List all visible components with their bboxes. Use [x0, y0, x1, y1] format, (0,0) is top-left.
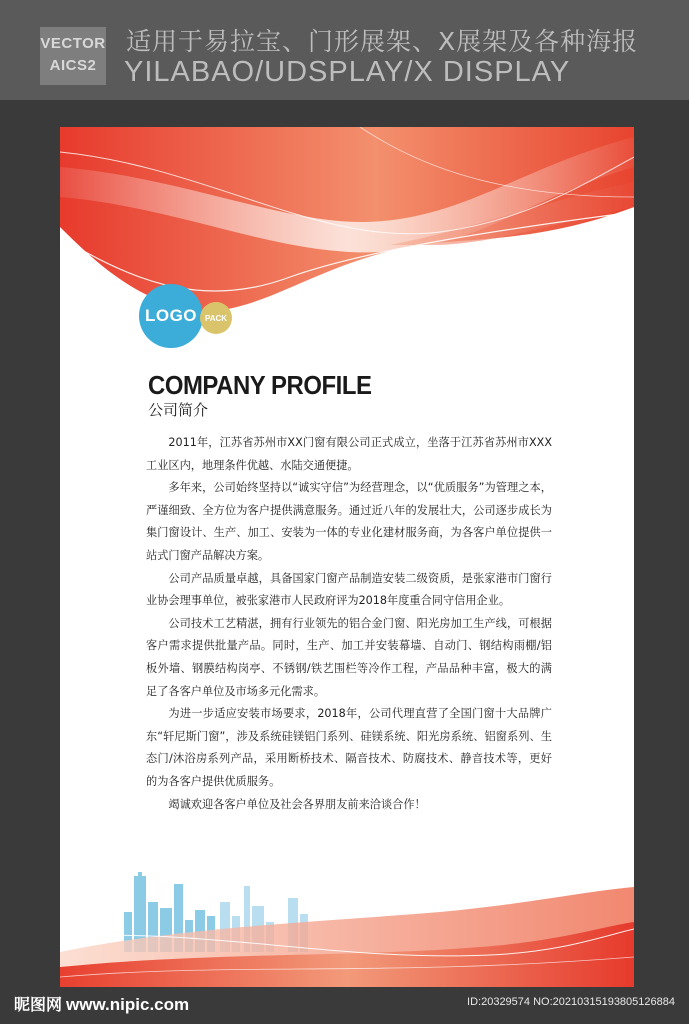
banner-title-en: YILABAO/UDSPLAY/X DISPLAY — [124, 56, 571, 88]
paragraph: 竭诚欢迎各客户单位及社会各界朋友前来洽谈合作！ — [168, 797, 426, 811]
paragraph: 为进一步适应安装市场要求，2018年，公司代理直营了全国门窗十大品牌广东“轩尼斯门窗”，涉及系统硅镁铝门系列、硅镁系统、阳光房系统、铝窗系列、生态门/沐浴房系列产品，采用断桥技术、隔音技术、防腐技术、静音技术等，更好的为各客户提供优质服务。 — [146, 707, 552, 788]
logo-circle: LOGO — [139, 284, 203, 348]
banner-title-cn: 适用于易拉宝、门形展架、X展架及各种海报 — [126, 27, 639, 56]
paragraph: 公司产品质量卓越，具备国家门窗产品制造安装二级资质，是张家港市门窗行业协会理事单位，被张家港市人民政府评为2018年度重合同守信用企业。 — [146, 571, 552, 608]
paragraph: 多年来，公司始终坚持以“诚实守信”为经营理念，以“优质服务”为管理之本，严谨细致、全方位为客户提供满意服务。通过近八年的发展壮大，公司逐步成长为集门窗设计、生产、加工、安装为一体的专业化建材服务商，为各客户单位提供一站式门窗产品解决方案。 — [146, 481, 552, 562]
company-profile-title: COMPANY PROFILE — [148, 370, 372, 400]
image-id-text: ID:20329574 NO:20210315193805126884 — [467, 996, 675, 1008]
paragraph: 公司技术工艺精湛，拥有行业领先的铝合金门窗、阳光房加工生产线，可根据客户需求提供批量产品。同时，生产、加工并安装幕墙、自动门、钢结构雨棚/铝板外墙、钢膜结构岗亭、不锈钢/铁艺围栏等冷作工程，产品品种丰富，极大的满足了各客户单位及市场多元化需求。 — [146, 616, 552, 698]
top-banner — [0, 0, 689, 100]
brand-name: 昵图网 — [14, 995, 63, 1014]
paragraph: 2011年，江苏省苏州市XX门窗有限公司正式成立，坐落于江苏省苏州市XXX工业区内，地理条件优越、水陆交通便捷。 — [146, 436, 552, 472]
profile-body — [146, 432, 552, 816]
pack-circle: PACK — [200, 302, 232, 334]
poster — [60, 127, 634, 987]
badge-line1: VECTOR — [40, 35, 106, 52]
site-url: www.nipic.com — [66, 995, 190, 1014]
vector-badge — [40, 27, 106, 85]
watermark-brand — [14, 992, 189, 1015]
bottom-wave-graphic — [60, 867, 634, 987]
badge-line2: AICS2 — [49, 57, 97, 74]
company-profile-subtitle: 公司简介 — [148, 401, 209, 419]
